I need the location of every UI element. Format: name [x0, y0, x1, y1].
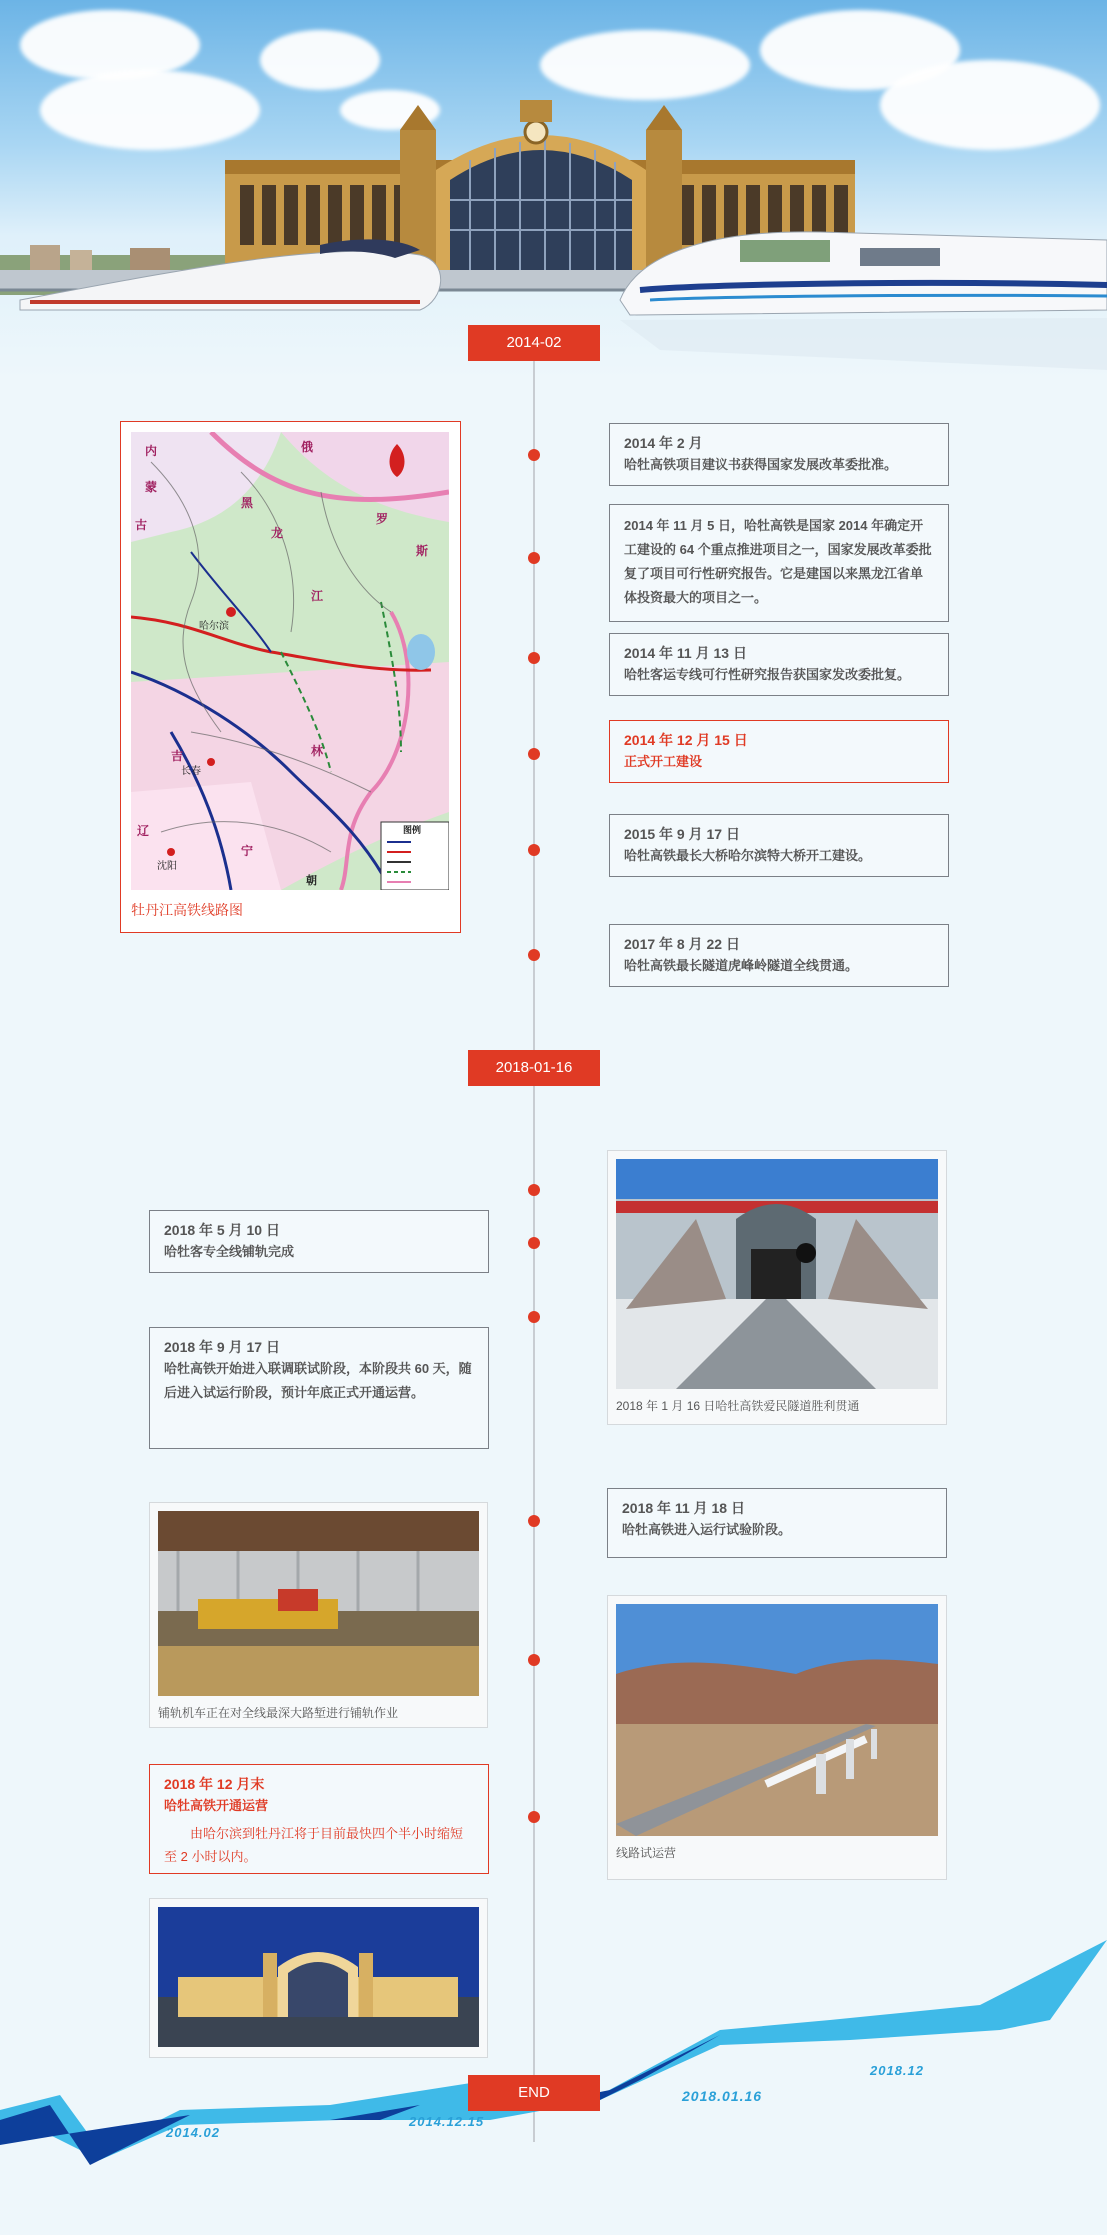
map-label: 古	[135, 518, 148, 532]
event-2014-12-15	[609, 720, 949, 783]
event-text: 哈牡高铁项目建议书获得国家发展改革委批准。	[624, 457, 898, 472]
tunnel-photo-card	[607, 1150, 947, 1425]
timeline-dot	[528, 449, 540, 461]
timeline-dot	[528, 844, 540, 856]
timeline-dot	[528, 949, 540, 961]
line-trial-photo-card	[607, 1595, 947, 1880]
event-2014-02	[609, 423, 949, 486]
header-banner	[0, 0, 1107, 380]
event-text: 正式开工建设	[624, 754, 703, 769]
event-text: 哈牡客运专线可行性研究报告获国家发改委批复。	[624, 667, 911, 682]
timeline-dot	[528, 1654, 540, 1666]
event-text: 2014 年 11 月 5 日，哈牡高铁是国家 2014 年确定开工建设的 64 个重点推进项目之一，国家发展改革委批复了项目可行性研究报告。它是建国以来黑龙江省单体投资最大的项目之一。	[624, 518, 932, 605]
tracklaying-caption: 铺轨机车正在对全线最深大路堑进行铺轨作业	[158, 1706, 399, 1720]
map-label: 朝	[306, 875, 317, 887]
line-trial-caption: 线路试运营	[616, 1846, 677, 1860]
event-text: 哈牡高铁最长大桥哈尔滨特大桥开工建设。	[624, 848, 872, 863]
event-2015-09-17	[609, 814, 949, 877]
event-text: 哈牡高铁开通运营	[164, 1798, 269, 1813]
timeline-dot	[528, 748, 540, 760]
event-date: 2014 年 12 月 15 日	[624, 732, 748, 748]
route-map	[131, 432, 449, 890]
event-date: 2015 年 9 月 17 日	[624, 826, 740, 842]
map-label: 辽	[137, 824, 150, 838]
map-label: 俄	[301, 440, 314, 454]
map-label: 江	[311, 589, 324, 603]
event-2017-08-22	[609, 924, 949, 987]
event-date: 2018 年 12 月末	[164, 1776, 265, 1792]
end-tag: END	[468, 2075, 600, 2111]
event-date: 2018 年 11 月 18 日	[622, 1500, 745, 1516]
footer-label-2014-12-15: 2014.12.15	[409, 2114, 485, 2129]
map-label: 黑	[241, 496, 254, 510]
timeline-dot	[528, 552, 540, 564]
event-text: 哈牡高铁最长隧道虎峰岭隧道全线贯通。	[624, 958, 859, 973]
event-date: 2014 年 2 月	[624, 435, 703, 451]
map-label: 沈阳	[157, 861, 177, 872]
event-2014-11-13	[609, 633, 949, 696]
event-text: 哈牡客专全线铺轨完成	[164, 1244, 295, 1259]
timeline-dot	[528, 1311, 540, 1323]
event-2014-11-05	[609, 504, 949, 622]
event-2018-09-17	[149, 1327, 489, 1449]
map-label: 蒙	[145, 480, 158, 494]
event-date: 2018 年 9 月 17 日	[164, 1339, 280, 1355]
event-2018-11-18	[607, 1488, 947, 1558]
year-tag-2014: 2014-02	[468, 325, 600, 361]
line-trial-photo	[616, 1604, 938, 1836]
event-date: 2018 年 5 月 10 日	[164, 1222, 280, 1238]
map-label: 龙	[271, 526, 284, 540]
map-label: 林	[311, 744, 324, 758]
map-label: 图例	[403, 825, 422, 835]
timeline-dot	[528, 1515, 540, 1527]
event-2018-12	[149, 1764, 489, 1874]
event-text: 哈牡高铁进入运行试验阶段。	[622, 1522, 792, 1537]
event-date: 2017 年 8 月 22 日	[624, 936, 740, 952]
year-tag-2018: 2018-01-16	[468, 1050, 600, 1086]
timeline-dot	[528, 1237, 540, 1249]
map-label: 长春	[181, 766, 201, 777]
event-text: 哈牡高铁开始进入联调联试阶段，本阶段共 60 天，随后进入试运行阶段，预计年底正式开通运营。	[164, 1361, 472, 1400]
map-label: 内	[145, 444, 158, 458]
tunnel-photo	[616, 1159, 938, 1389]
map-caption: 牡丹江高铁线路图	[131, 902, 243, 918]
event-paragraph: 由哈尔滨到牡丹江将于目前最快四个半小时缩短至 2 小时以内。	[164, 1826, 464, 1864]
timeline-dot	[528, 652, 540, 664]
event-date: 2014 年 11 月 13 日	[624, 645, 747, 661]
timeline-dot	[528, 1811, 540, 1823]
footer-label-2018-12: 2018.12	[870, 2063, 924, 2078]
tracklaying-photo	[158, 1511, 479, 1696]
map-label: 哈尔滨	[199, 621, 229, 632]
station-illustration	[0, 0, 1107, 380]
map-label: 罗	[376, 512, 389, 526]
timeline-dot	[528, 1184, 540, 1196]
map-label: 宁	[241, 844, 254, 858]
footer-label-2014-02: 2014.02	[166, 2125, 220, 2140]
map-label: 吉	[171, 749, 184, 763]
tracklaying-photo-card	[149, 1502, 488, 1728]
tunnel-caption: 2018 年 1 月 16 日哈牡高铁爱民隧道胜利贯通	[616, 1399, 860, 1413]
event-2018-05-10	[149, 1210, 489, 1273]
route-map-card	[120, 421, 461, 933]
map-label: 斯	[416, 544, 429, 558]
footer-label-2018-01-16: 2018.01.16	[682, 2088, 763, 2104]
